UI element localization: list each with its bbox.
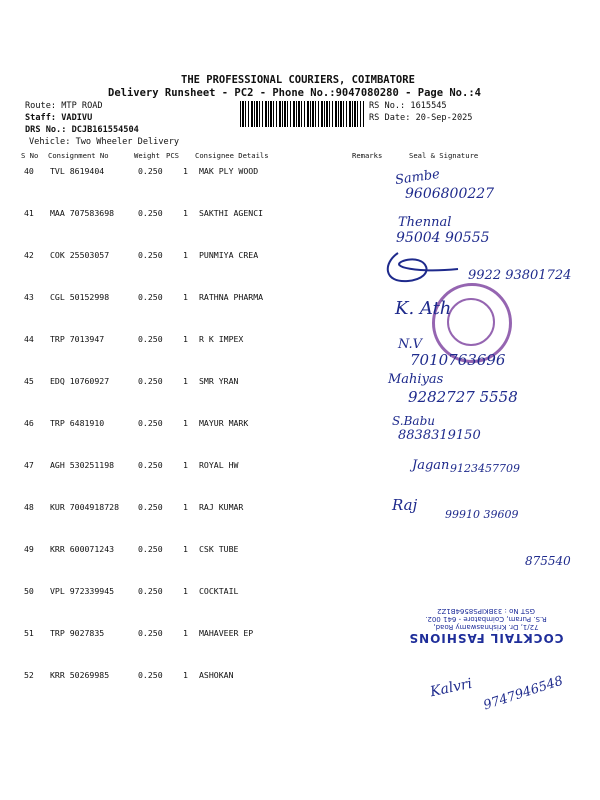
col-consignee: Consignee Details	[195, 151, 269, 160]
row-pcs: 1	[183, 376, 188, 386]
row-consignee: MAHAVEER EP	[199, 628, 254, 638]
drs-number: DRS No.: DCJB161554504	[25, 125, 139, 135]
row-consignment: TRP 6481910	[50, 418, 105, 428]
row-consignee: SMR YRAN	[199, 376, 239, 386]
signature-42-scribble	[378, 243, 468, 289]
stamp-address-1: 72/1, Dr. Krishnaswamy Road,	[433, 623, 539, 631]
row-weight: 0.250	[138, 670, 163, 680]
row-sno: 52	[24, 670, 34, 680]
row-consignee: MAYUR MARK	[199, 418, 249, 428]
stamp-company-name: COCKTAIL FASHIONS	[408, 631, 564, 645]
row-consignment: KUR 7004918728	[50, 502, 120, 512]
row-consignment: MAA 707583698	[50, 208, 115, 218]
signature-46-phone: 8838319150	[398, 428, 481, 443]
signature-41-name: Thennal	[398, 215, 452, 230]
row-pcs: 1	[183, 418, 188, 428]
row-pcs: 1	[183, 166, 188, 176]
company-title: THE PROFESSIONAL COURIERS, COIMBATORE	[181, 74, 415, 86]
col-seal: Seal & Signature	[409, 151, 479, 160]
row-sno: 49	[24, 544, 34, 554]
signature-48-name: Raj	[392, 496, 418, 514]
cocktail-fashions-stamp	[386, 575, 586, 645]
row-pcs: 1	[183, 250, 188, 260]
row-sno: 45	[24, 376, 34, 386]
signature-41-phone: 95004 90555	[396, 230, 490, 246]
col-consignment: Consignment No	[48, 151, 109, 160]
signature-42-phone: 9922 93801724	[468, 268, 572, 283]
row-sno: 41	[24, 208, 34, 218]
row-weight: 0.250	[138, 460, 163, 470]
row-sno: 46	[24, 418, 34, 428]
row-weight: 0.250	[138, 292, 163, 302]
row-weight: 0.250	[138, 250, 163, 260]
row-sno: 47	[24, 460, 34, 470]
row-consignment: TVL 8619404	[50, 166, 105, 176]
row-consignee: ROYAL HW	[199, 460, 239, 470]
row-sno: 50	[24, 586, 34, 596]
row-consignment: CGL 50152998	[50, 292, 110, 302]
signature-40-phone: 9606800227	[405, 186, 495, 202]
row-pcs: 1	[183, 292, 188, 302]
row-weight: 0.250	[138, 418, 163, 428]
col-pcs: PCS	[166, 151, 179, 160]
row-sno: 42	[24, 250, 34, 260]
row-consignment: TRP 7013947	[50, 334, 105, 344]
barcode-image	[240, 101, 364, 127]
signature-52-name: Kalvri	[428, 675, 474, 701]
col-weight: Weight	[134, 151, 160, 160]
row-weight: 0.250	[138, 544, 163, 554]
signature-48-phone: 99910 39609	[445, 508, 519, 521]
rs-number: RS No.: 1615545	[369, 101, 447, 111]
row-sno: 43	[24, 292, 34, 302]
row-pcs: 1	[183, 334, 188, 344]
row-pcs: 1	[183, 586, 188, 596]
signature-43-name: K. Ath	[395, 298, 452, 319]
row-consignment: KRR 50269985	[50, 670, 110, 680]
row-consignee: PUNMIYA CREA	[199, 250, 259, 260]
row-consignee: COCKTAIL	[199, 586, 239, 596]
stamp-address-2: R.S. Puram, Coimbatore - 641 002.	[425, 615, 547, 623]
row-pcs: 1	[183, 544, 188, 554]
row-consignment: COK 25503057	[50, 250, 110, 260]
signature-45-name: Mahiyas	[388, 372, 444, 387]
row-consignment: KRR 600071243	[50, 544, 115, 554]
row-weight: 0.250	[138, 502, 163, 512]
row-consignee: ASHOKAN	[199, 670, 234, 680]
row-weight: 0.250	[138, 376, 163, 386]
row-sno: 51	[24, 628, 34, 638]
row-pcs: 1	[183, 208, 188, 218]
row-sno: 48	[24, 502, 34, 512]
staff-label: Staff: VADIVU	[25, 113, 93, 123]
row-weight: 0.250	[138, 166, 163, 176]
row-pcs: 1	[183, 670, 188, 680]
signature-46-name: S.Babu	[392, 414, 435, 428]
row-pcs: 1	[183, 502, 188, 512]
signature-40-name: Sambe	[394, 166, 441, 189]
row-pcs: 1	[183, 628, 188, 638]
row-weight: 0.250	[138, 586, 163, 596]
row-consignee: SAKTHI AGENCI	[199, 208, 264, 218]
signature-45-phone: 9282727 5558	[408, 388, 518, 406]
row-consignment: TRP 9027835	[50, 628, 105, 638]
runsheet-subtitle: Delivery Runsheet - PC2 - Phone No.:9047080280 - Page No.:4	[108, 87, 481, 99]
signature-49-phone: 875540	[525, 554, 571, 568]
vehicle-label: Vehicle: Two Wheeler Delivery	[29, 137, 180, 147]
row-weight: 0.250	[138, 628, 163, 638]
row-consignment: EDQ 10760927	[50, 376, 110, 386]
signature-47-phone: 9123457709	[450, 462, 520, 475]
row-consignee: CSK TUBE	[199, 544, 239, 554]
row-sno: 44	[24, 334, 34, 344]
row-consignee: RATHNA PHARMA	[199, 292, 264, 302]
row-consignment: VPL 972339945	[50, 586, 115, 596]
signature-52-phone: 9747946548	[481, 673, 566, 714]
row-consignee: MAK PLY WOOD	[199, 166, 259, 176]
route-label: Route: MTP ROAD	[25, 101, 103, 111]
row-consignee: RAJ KUMAR	[199, 502, 244, 512]
signature-44-phone: 7010763696	[410, 351, 506, 369]
stamp-gst: GST No : 33BKIPS8564B1Z2	[436, 607, 536, 615]
signature-44-name: N.V	[398, 337, 423, 352]
col-sno: S No	[21, 151, 39, 160]
row-sno: 40	[24, 166, 34, 176]
signature-47-name: Jagan	[412, 458, 450, 473]
row-consignment: AGH 530251198	[50, 460, 115, 470]
row-weight: 0.250	[138, 208, 163, 218]
row-pcs: 1	[183, 460, 188, 470]
rs-date: RS Date: 20-Sep-2025	[369, 113, 473, 123]
row-consignee: R K IMPEX	[199, 334, 244, 344]
row-weight: 0.250	[138, 334, 163, 344]
col-remarks: Remarks	[352, 151, 383, 160]
